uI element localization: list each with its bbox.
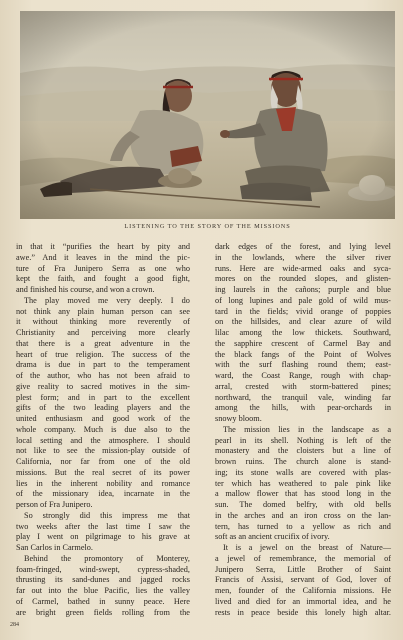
text-line: tern, has turned to a yellow as rich and [215,521,391,531]
text-line: it without thinking more reverently of [16,317,190,327]
text-line: lived and died for an immortal idea, and he [215,596,391,606]
text-line: dark edges of the forest, and lying level [215,242,391,251]
text-line: arral, crested with storm-battered pines; [215,381,391,391]
text-line: The play moved me very deeply. I do [24,295,190,305]
text-line: Christianity and perceiving more clearly [16,328,190,337]
left-text-column [16,242,190,618]
text-line: northward, the tranquil vale, winding far [215,392,391,402]
photo-two-seated-men [20,11,395,219]
text-line: gifts of the two leading players and the [16,403,190,413]
text-line: in the lowlands, where the silver river [215,252,391,262]
text-line: lies in the inherent nobility and romance [16,478,190,488]
text-line: the sapphire crescent of Carmel Bay and [215,338,391,348]
text-line: ter which has weathered to pale pink like [215,478,391,488]
text-line: thrusting its sand-dunes and jagged rocks [16,575,190,585]
text-line: missions. But the real secret of its power [16,467,190,477]
text-line: foam-fringed, wind-swept, cypress-shaded, [16,564,190,574]
text-line: rests in peace beside this lonely high altar. [215,607,391,617]
text-line: It is a jewel on the breast of Nature— [223,543,391,552]
text-line: person of Fra Junipero. [16,500,93,509]
text-line: So strongly did this impress me that [24,510,190,520]
text-line: of long lupines and pale gold of wild mus- [215,295,391,305]
text-line: drama is due in part to the temperament [16,360,190,370]
text-line: Francis of Assisi, servant of God, lover of [215,575,391,585]
text-line: of the missionary idea, incarnate in the [16,489,190,499]
text-line: and finished his course, and won a crown. [16,285,155,294]
text-line: pearl in its shell. Nothing is left of the [215,435,391,445]
text-line: California, nor far from one of the old [16,457,190,466]
text-line: ing laurels in the cañons; purple and blue [215,285,391,294]
text-line: heart of true religion. The success of the [16,349,190,359]
text-line: tard in the fields; vivid orange of poppies [215,306,391,316]
text-line: runs. Here are wide-armed oaks and syca- [215,263,391,273]
text-line: of Carmel, bathed in sunny peace. Here [16,596,190,606]
text-line: not think any plain human person can see [16,306,190,316]
text-line: not like to see the mission-play outside of [16,446,190,456]
text-line: are bright green fields rolling from the [16,607,190,617]
text-line: kept the faith, and fought a good fight, [16,274,190,284]
text-line: far out into the blue Pacific, lies the valley [16,586,190,595]
text-line: San Carlos in Carmelo. [16,543,93,552]
text-line: the black fangs of the Point of Wolves [215,349,391,359]
text-line: The mission lies in the landscape as a [223,424,391,434]
text-line: ward, the Coast Range, rough with chap- [215,371,391,380]
text-line: that there is a great adventure in the [16,338,190,348]
text-line: ture of Fra Junipero Serra as one who [16,263,190,273]
text-line: local setting and the atmosphere. I should [16,435,190,445]
text-line: lilac among the low thickets. Southward, [215,328,391,337]
text-line: in that it “purifies the heart by pity and [16,242,190,251]
text-line: among the hills, with pear-orchards in [215,403,391,413]
text-line: with the surf flashing round them; east- [215,360,391,370]
text-line: brown ruins. The church alone is stand- [215,457,391,466]
text-line: mores on the rounded slopes, and glisten- [215,274,391,284]
text-line: united enthusiasm and good work of the [16,414,190,423]
text-line: in the arches and an iron cross on the lan- [215,510,391,520]
text-line: snowy bloom. [215,414,262,423]
text-line: whole company. Much is due also to the [16,424,190,434]
text-line: monastery and the cloisters but a line of [215,446,391,456]
text-line: Behind the promontory of Monterey, [24,553,190,563]
illustration-photo [20,11,395,219]
text-line: soft as an ancient crucifix of ivory. [215,532,330,542]
text-line: a mallow flower that has stood long in the [215,489,391,499]
text-line: a jewel of remembrance, the memorial of [215,553,391,563]
right-text-column [215,242,391,618]
page-number: 284 [10,622,19,628]
text-line: sun. The domed belfry, with old bells [215,500,391,509]
text-line: men, founder of the California missions. He [215,586,391,595]
text-line: of the author, who has not been afraid to [16,371,190,380]
text-line: two weeks after the last time I saw the [16,521,190,531]
text-line: Junipero Serra, Little Brother of Saint [215,564,391,574]
text-line: plest form; and in part to the excellent [16,392,190,402]
text-line: ing; its stone walls are covered with plas- [215,467,391,477]
text-line: play I went on pilgrimage to his grave at [16,532,190,542]
text-line: give reality to sacred motives in the sim- [16,381,190,391]
text-line: on the hillsides, and clear azure of wild [215,317,391,327]
photo-caption: LISTENING TO THE STORY OF THE MISSIONS [124,223,291,230]
text-line: awe.” And it leaves in the mind the pic- [16,252,190,262]
